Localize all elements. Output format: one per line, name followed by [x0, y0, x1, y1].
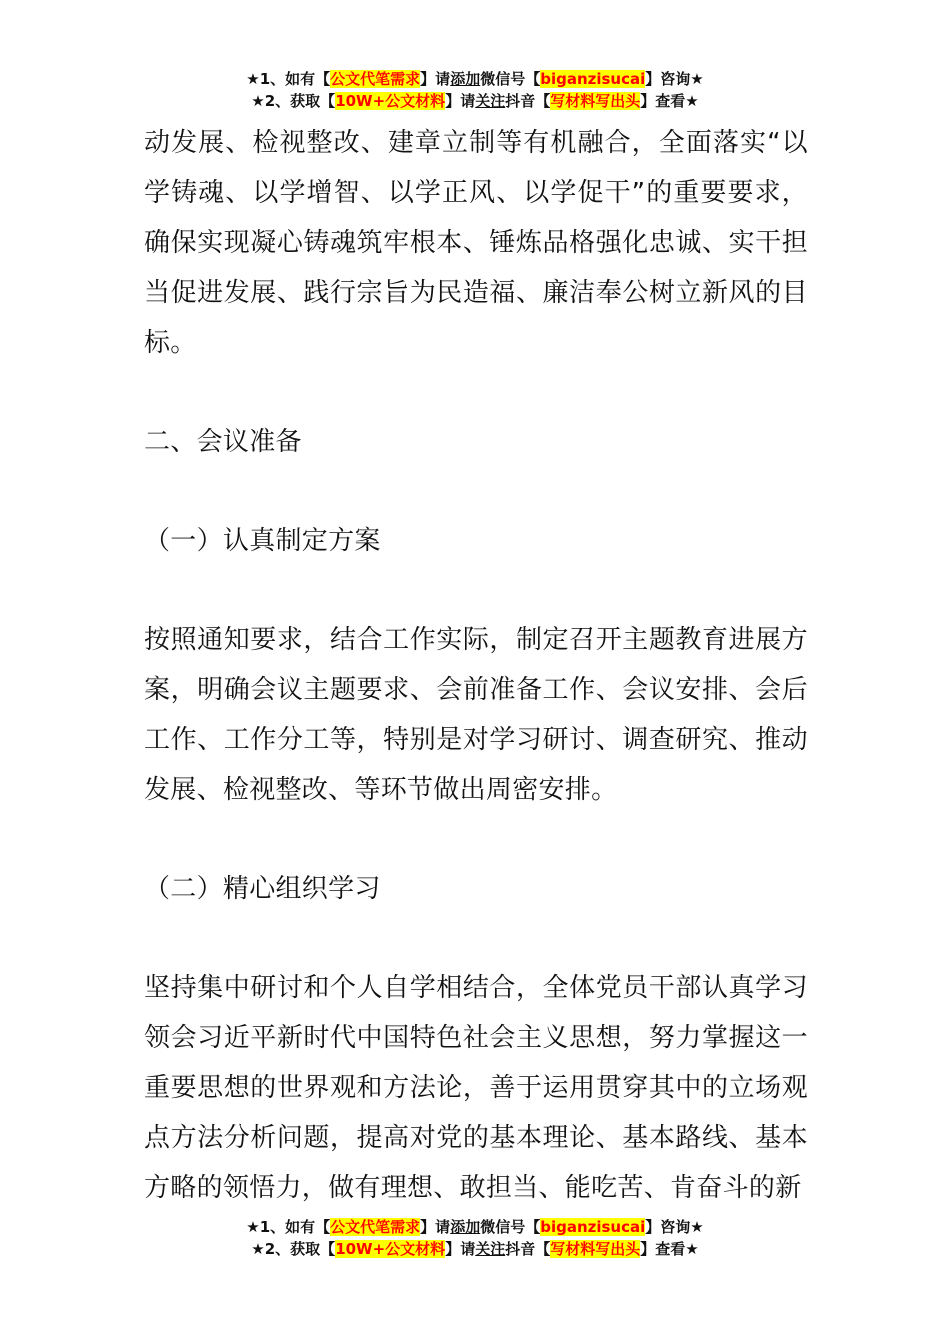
banner-text: ★1、如有【 — [246, 1218, 331, 1236]
banner-highlight: 10W+公文材料 — [335, 92, 446, 110]
banner-text: 】查看★ — [640, 92, 699, 110]
banner-text: 抖音【 — [505, 1240, 551, 1258]
banner-highlight: 公文代笔需求 — [330, 70, 421, 88]
banner-text: 微信号【 — [480, 1218, 541, 1236]
paragraph-gap — [144, 566, 808, 615]
section-heading: 二、会议准备 — [144, 427, 302, 457]
banner-text: 】请 — [445, 92, 476, 110]
banner-text: 】请 — [420, 70, 451, 88]
banner-text: ★2、获取【 — [251, 92, 336, 110]
banner-text: 抖音【 — [505, 92, 551, 110]
paragraph: 坚持集中研讨和个人自学相结合，全体党员干部认真学习领会习近平新时代中国特色社会主义思想，努力掌握这一重要思想的世界观和方法论，善于运用贯穿其中的立场观点方法分析问题，提高对党的基本理论、基本路线、基本方略的领悟力，做有理想、敢担当、能吃苦、肯奋斗的新 — [144, 973, 808, 1203]
paragraph-gap — [144, 914, 808, 963]
document-body — [144, 118, 808, 1213]
banner-text: 】咨询★ — [645, 1218, 704, 1236]
banner-highlight: 公文代笔需求 — [330, 1218, 421, 1236]
banner-text: 】请 — [420, 1218, 451, 1236]
banner-line-1 — [0, 1216, 950, 1238]
banner-highlight: 10W+公文材料 — [335, 1240, 446, 1258]
banner-text: ★1、如有【 — [246, 70, 331, 88]
banner-line-1 — [0, 68, 950, 90]
banner-highlight: 写材料写出头 — [550, 1240, 641, 1258]
banner-highlight: biganzisucai — [540, 1218, 646, 1236]
bottom-banner — [0, 1216, 950, 1260]
banner-highlight: 写材料写出头 — [550, 92, 641, 110]
banner-text: 】咨询★ — [645, 70, 704, 88]
paragraph-gap — [144, 368, 808, 417]
banner-line-2 — [0, 90, 950, 112]
banner-text: ★2、获取【 — [251, 1240, 336, 1258]
banner-text: 微信号【 — [480, 70, 541, 88]
banner-underlined-text: 关注 — [475, 92, 506, 110]
banner-underlined-text: 关注 — [475, 1240, 506, 1258]
subsection-heading: （一）认真制定方案 — [144, 526, 381, 556]
paragraph-gap — [144, 467, 808, 516]
banner-underlined-text: 添加 — [450, 70, 481, 88]
paragraph: 按照通知要求，结合工作实际，制定召开主题教育进展方案，明确会议主题要求、会前准备工作、会议安排、会后工作、工作分工等，特别是对学习研讨、调查研究、推动发展、检视整改、等环节做出周密安排。 — [144, 625, 808, 805]
banner-highlight: biganzisucai — [540, 70, 646, 88]
top-banner — [0, 68, 950, 112]
paragraph: 动发展、检视整改、建章立制等有机融合，全面落实“以学铸魂、以学增智、以学正风、以学促干”的重要要求，确保实现凝心铸魂筑牢根本、锤炼品格强化忠诚、实干担当促进发展、践行宗旨为民造福、廉洁奉公树立新风的目标。 — [144, 128, 808, 358]
subsection-heading: （二）精心组织学习 — [144, 874, 381, 904]
banner-text: 】查看★ — [640, 1240, 699, 1258]
banner-underlined-text: 添加 — [450, 1218, 481, 1236]
banner-text: 】请 — [445, 1240, 476, 1258]
banner-line-2 — [0, 1238, 950, 1260]
paragraph-gap — [144, 815, 808, 864]
